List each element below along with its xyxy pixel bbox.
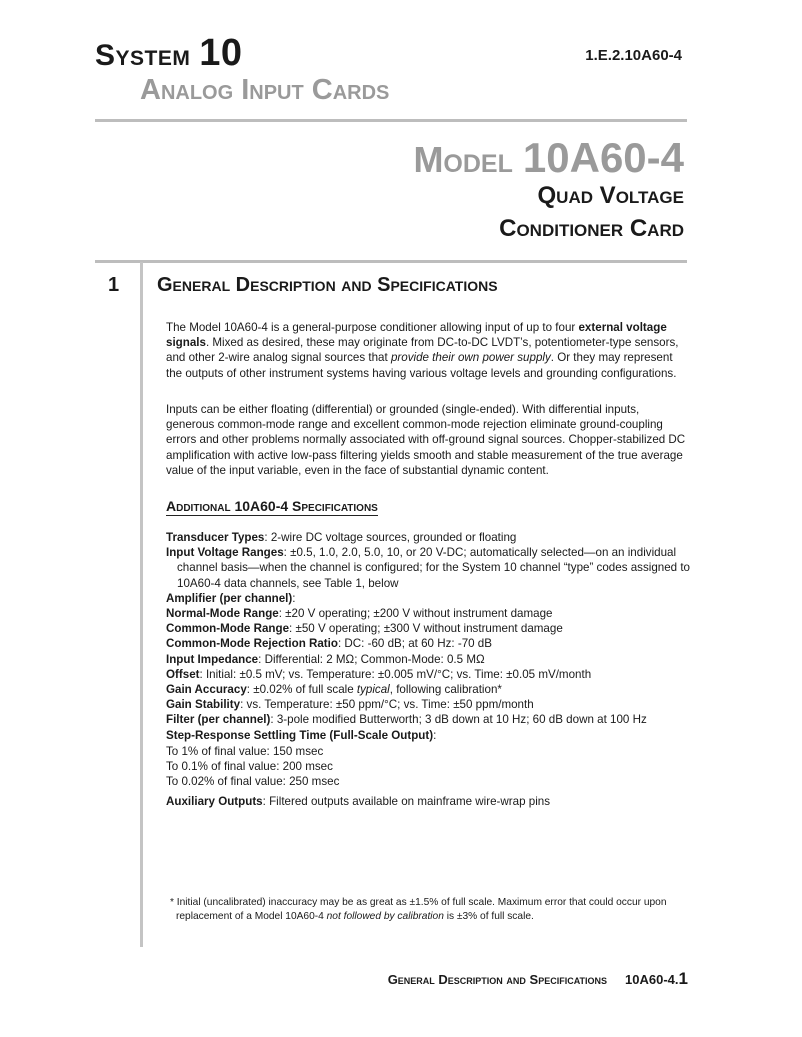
- model-number: 10A60-4: [522, 134, 684, 181]
- category-title: Analog Input Cards: [140, 74, 390, 106]
- spec-common-mode: [166, 621, 691, 636]
- spec-label: Normal-Mode Range: [166, 607, 279, 621]
- spec-label: Input Impedance: [166, 652, 259, 666]
- model-title: [413, 134, 684, 182]
- spec-value: :: [433, 728, 437, 742]
- spec-value: :: [292, 591, 296, 605]
- system-title: [95, 32, 242, 75]
- settling-item: To 0.02% of final value: 250 msec: [166, 775, 340, 789]
- footer-section: General Description and Specifications: [387, 972, 608, 987]
- spec-label: Offset: [166, 667, 200, 681]
- emphasis: external voltage signals: [166, 321, 667, 350]
- settling-item: To 0.1% of final value: 200 msec: [166, 760, 333, 774]
- spec-value: : ±0.5, 1.0, 2.0, 5.0, 10, or 20 V-DC; automatically selected—on an individual channel basis—when the channel is configured; for the System 10 channel “type” codes assigned to 10A60-4 data channels, see Table 1, below: [177, 546, 691, 590]
- document-number: 1.E.2.10A60-4: [585, 47, 682, 64]
- spec-label: Common-Mode Range: [166, 622, 290, 636]
- spec-label: Gain Accuracy: [166, 683, 247, 697]
- spec-value: : Initial: ±0.5 mV; vs. Temperature: ±0.005 mV/°C; vs. Time: ±0.05 mV/month: [199, 667, 592, 681]
- spec-value: : ±50 V operating; ±300 V without instrument damage: [289, 622, 563, 636]
- specs-heading: Additional 10A60-4 Specifications: [166, 498, 378, 514]
- section-title: General Description and Specifications: [157, 274, 498, 296]
- text: . Or they may represent the outputs of other instrument systems having various voltage levels and grounding configurations.: [166, 351, 677, 380]
- spec-gain-accuracy: [166, 682, 691, 697]
- text: The Model 10A60-4 is a general-purpose conditioner allowing input of up to four: [166, 321, 579, 334]
- subtitle-line2: Conditioner Card: [499, 215, 684, 242]
- spec-gain-stability: [166, 697, 691, 712]
- spec-value: : Differential: 2 MΩ; Common-Mode: 0.5 MΩ: [258, 652, 485, 666]
- spec-label: Amplifier (per channel): [166, 591, 293, 605]
- spec-value: : ±20 V operating; ±200 V without instrument damage: [278, 607, 553, 621]
- spec-label: Auxiliary Outputs: [166, 795, 263, 809]
- model-prefix: Model: [413, 139, 513, 180]
- system-number: 10: [199, 32, 243, 74]
- page-footer: [388, 969, 688, 989]
- divider: [95, 119, 687, 122]
- footnote-emphasis: not followed by calibration: [326, 910, 444, 922]
- spec-value: : 3-pole modified Butterworth; 3 dB down at 10 Hz; 60 dB down at 100 Hz: [270, 713, 647, 727]
- spec-settling: [166, 728, 691, 743]
- spec-value: : Filtered outputs available on mainframe wire-wrap pins: [262, 795, 551, 809]
- spec-label: Filter (per channel): [166, 713, 271, 727]
- text: . Mixed as desired, these may originate from DC-to-DC LVDT’s, potentiometer-type sensors, and other 2-wire analog signal sources that: [166, 336, 679, 365]
- spec-value: : 2-wire DC voltage sources, grounded or floating: [264, 531, 517, 544]
- spec-label: Input Voltage Ranges: [166, 546, 284, 560]
- spec-ranges: [166, 545, 691, 591]
- spec-value: , following calibration*: [389, 683, 502, 697]
- emphasis: provide their own power supply: [390, 351, 551, 365]
- system-prefix: System: [95, 39, 191, 72]
- margin-rule: [140, 262, 143, 947]
- spec-value: : ±0.02% of full scale: [246, 683, 357, 697]
- spec-value: : DC: -60 dB; at 60 Hz: -70 dB: [337, 637, 492, 651]
- spec-emphasis: typical: [356, 683, 390, 697]
- section-number: 1: [108, 274, 120, 296]
- spec-aux-outputs: [166, 794, 691, 809]
- footnote-text: * Initial (uncalibrated) inaccuracy may be as great as ±1.5% of full scale. Maximum error that could occur upon replacement of a Model 10A60-4: [170, 897, 667, 922]
- page-num: 1: [678, 969, 688, 988]
- paragraph-text: Inputs can be either floating (differential) or grounded (single-ended). With differential inputs, generous common-mode range and excellent common-mode rejection eliminate ground-coupling errors and other problems normally associated with off-ground signal sources. Chopper-stabilized DC amplification with active low-pass filtering yields smooth and stable measurement of the true average value of the input variable, even in the face of substantial dynamic content.: [166, 403, 686, 477]
- spec-transducer: [166, 530, 691, 545]
- divider: [95, 260, 687, 263]
- spec-value: : vs. Temperature: ±50 ppm/°C; vs. Time: ±50 ppm/month: [240, 698, 534, 712]
- spec-impedance: [166, 652, 691, 667]
- intro-paragraph-2: [166, 402, 686, 478]
- intro-paragraph-1: [166, 320, 686, 381]
- spec-label: Step-Response Settling Time (Full-Scale Output): [166, 728, 434, 742]
- page-number: [625, 969, 688, 988]
- spec-offset: [166, 667, 691, 682]
- spec-amplifier: [166, 591, 691, 606]
- spec-filter: [166, 712, 691, 727]
- footnote-text: is ±3% of full scale.: [443, 910, 534, 922]
- footnote: [170, 896, 676, 923]
- spec-cmrr: [166, 636, 691, 651]
- spec-normal-mode: [166, 606, 691, 621]
- spec-label: Common-Mode Rejection Ratio: [166, 637, 338, 651]
- specs-list: [166, 530, 691, 810]
- spec-label: Gain Stability: [166, 698, 241, 712]
- subtitle-line1: Quad Voltage: [537, 182, 684, 209]
- settling-item: To 1% of final value: 150 msec: [166, 744, 324, 758]
- spec-label: Transducer Types: [166, 531, 265, 544]
- page-prefix: 10A60-4.: [625, 972, 679, 987]
